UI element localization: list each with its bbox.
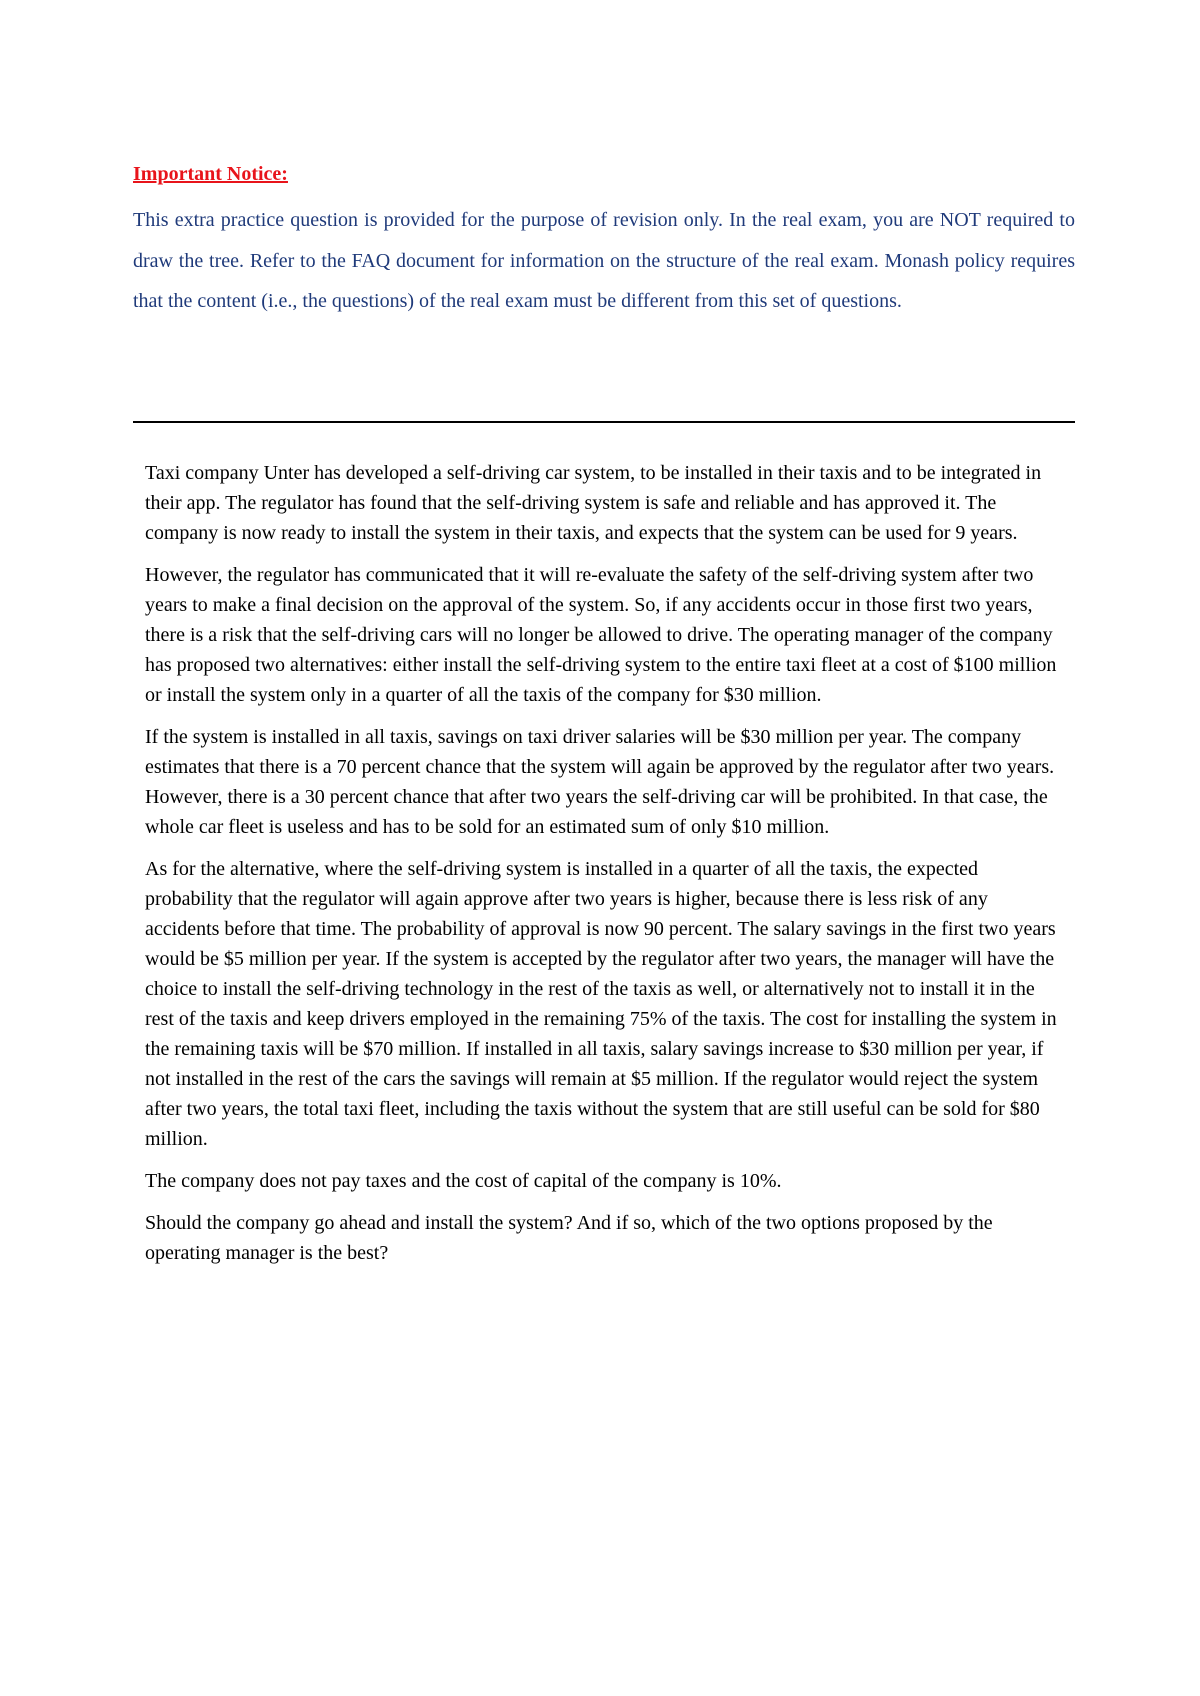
question-paragraph-3: If the system is installed in all taxis, savings on taxi driver salaries will be $30 million per year. The company estimates that there is a 70 percent chance that the system will again be approved by the regulator after two years. However, there is a 30 percent chance that after two years the self-driving car will be prohibited. In that case, the whole car fleet is useless and has to be sold for an estimated sum of only $10 million.	[145, 726, 1055, 838]
question-paragraph-4: As for the alternative, where the self-driving system is installed in a quarter of all the taxis, the expected probability that the regulator will again approve after two years is higher, because there is less risk of any accidents before that time. The probability of approval is now 90 percent. The salary savings in the first two years would be $5 million per year. If the system is accepted by the regulator after two years, the manager will have the choice to install the self-driving technology in the rest of the taxis as well, or alternatively not to install it in the rest of the taxis and keep drivers employed in the remaining 75% of the taxis. The cost for installing the system in the remaining taxis will be $70 million. If installed in all taxis, salary savings increase to $30 million per year, if not installed in the rest of the cars the savings will remain at $5 million. If the regulator would reject the system after two years, the total taxi fleet, including the taxis without the system that are still useful can be sold for $80 million.	[145, 858, 1057, 1150]
question-paragraph-1: Taxi company Unter has developed a self-driving car system, to be installed in their taxis and to be integrated in their app. The regulator has found that the self-driving system is safe and reliable and has approved it. The company is now ready to install the system in their taxis, and expects that the system can be used for 9 years.	[145, 462, 1042, 544]
question-paragraph-6: Should the company go ahead and install the system? And if so, which of the two options proposed by the operating manager is the best?	[145, 1212, 993, 1264]
question-paragraph-2: However, the regulator has communicated that it will re-evaluate the safety of the self-driving system after two years to make a final decision on the approval of the system. So, if any accidents occur in those first two years, there is a risk that the self-driving cars will no longer be allowed to drive. The operating manager of the company has proposed two alternatives: either install the self-driving system to the entire taxi fleet at a cost of $100 million or install the system only in a quarter of all the taxis of the company for $30 million.	[145, 564, 1057, 706]
important-notice	[133, 160, 1075, 322]
question-text	[145, 458, 1065, 1280]
notice-heading: Important Notice:	[133, 163, 288, 185]
section-divider	[133, 421, 1075, 423]
question-paragraph-5: The company does not pay taxes and the cost of capital of the company is 10%.	[145, 1170, 782, 1192]
notice-body: This extra practice question is provided for the purpose of revision only. In the real exam, you are NOT required to draw the tree. Refer to the FAQ document for information on the structure of the real exam. Monash policy requires that the content (i.e., the questions) of the real exam must be different from this set of questions.	[133, 209, 1075, 312]
